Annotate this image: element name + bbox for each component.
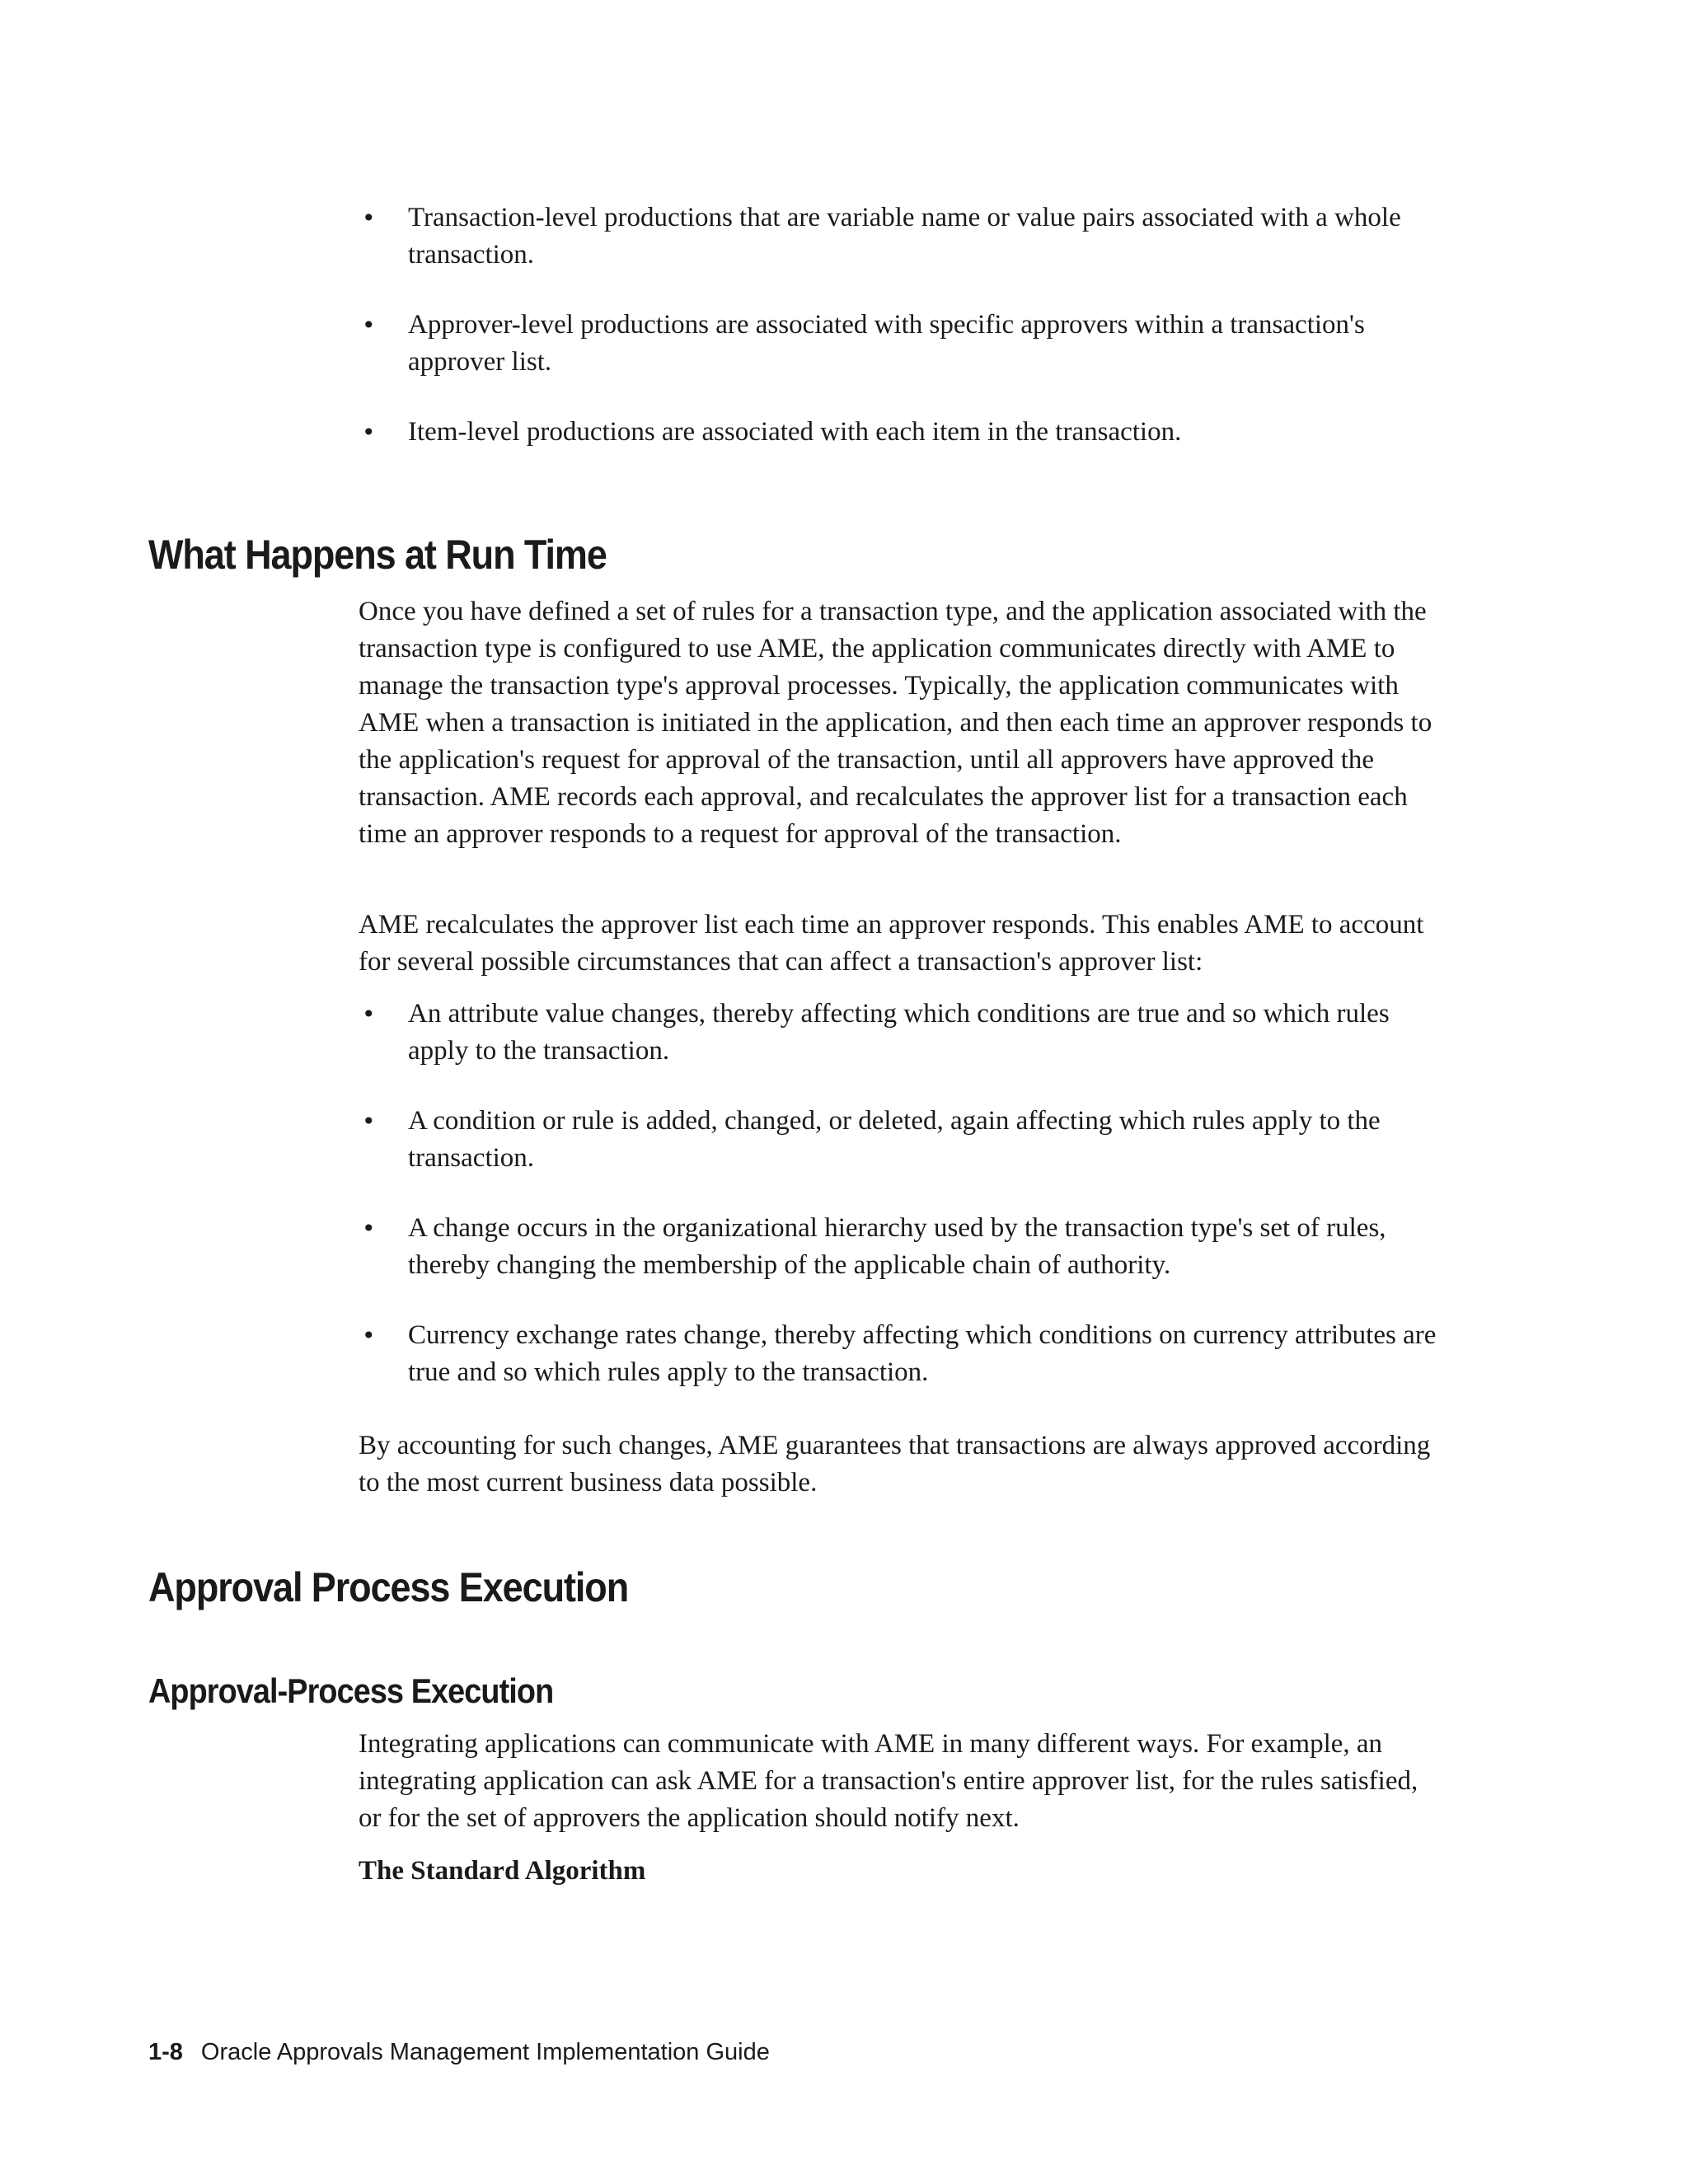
section-heading-approval-process-execution: Approval Process Execution	[148, 1564, 629, 1610]
footer-title: Oracle Approvals Management Implementation Guide	[200, 2039, 770, 2065]
list-item	[359, 1210, 1447, 1284]
bullet-icon: •	[362, 1215, 376, 1242]
top-bullet-list	[359, 199, 1447, 451]
list-item	[359, 1103, 1447, 1177]
list-item-text: An attribute value changes, thereby affecting which conditions are true and so which rules apply to the transaction.	[408, 999, 1390, 1066]
list-item	[359, 414, 1447, 451]
bullet-icon: •	[362, 419, 376, 446]
execution-paragraph-1: Integrating applications can communicate with AME in many different ways. For example, an integrating application can ask AME for a transaction's entire approver list, for the rules satisfied, or for the set of approvers the application should notify next.	[359, 1729, 1418, 1833]
list-item	[359, 996, 1447, 1070]
page-footer	[148, 2039, 770, 2066]
run-time-paragraph-1: Once you have defined a set of rules for a transaction type, and the application associated with the transaction type is configured to use AME, the application communicates directly with AME to manage the transaction type's approval processes. Typically, the application communicates with AME when a transaction is initiated in the application, and then each time an approver responds to the application's request for approval of the transaction, until all approvers have approved the transaction. AME records each approval, and recalculates the approver list for a transaction each time an approver responds to a request for approval of the transaction.	[359, 597, 1432, 849]
page-number: 1-8	[148, 2039, 183, 2065]
list-item	[359, 307, 1447, 381]
bullet-icon: •	[362, 204, 376, 232]
run-time-paragraph-3: By accounting for such changes, AME guarantees that transactions are always approved according to the most current business data possible.	[359, 1431, 1431, 1497]
list-item-text: Item-level productions are associated with each item in the transaction.	[408, 417, 1182, 447]
section-heading-run-time: What Happens at Run Time	[148, 532, 607, 578]
list-item-text: Currency exchange rates change, thereby affecting which conditions on currency attributes are true and so which rules apply to the transaction.	[408, 1320, 1437, 1387]
list-item-text: Approver-level productions are associated with specific approvers within a transaction's approver list.	[408, 310, 1365, 377]
bullet-icon: •	[362, 1108, 376, 1135]
list-item-text: A condition or rule is added, changed, or deleted, again affecting which rules apply to the transaction.	[408, 1106, 1381, 1173]
bullet-icon: •	[362, 1001, 376, 1028]
subsection-heading-approval-process-execution: Approval-Process Execution	[148, 1671, 554, 1710]
run-time-paragraph-2: AME recalculates the approver list each time an approver responds. This enables AME to account for several possible circumstances that can affect a transaction's approver list:	[359, 910, 1424, 977]
list-item-text: A change occurs in the organizational hierarchy used by the transaction type's set of rules, thereby changing the membership of the applicable chain of authority.	[408, 1213, 1386, 1280]
bullet-icon: •	[362, 1322, 376, 1349]
list-item	[359, 199, 1447, 274]
bullet-icon: •	[362, 312, 376, 339]
list-item	[359, 1317, 1447, 1391]
run-time-bullet-list	[359, 996, 1447, 1391]
list-item-text: Transaction-level productions that are variable name or value pairs associated with a whole transaction.	[408, 203, 1401, 269]
standard-algorithm-label: The Standard Algorithm	[359, 1856, 646, 1886]
